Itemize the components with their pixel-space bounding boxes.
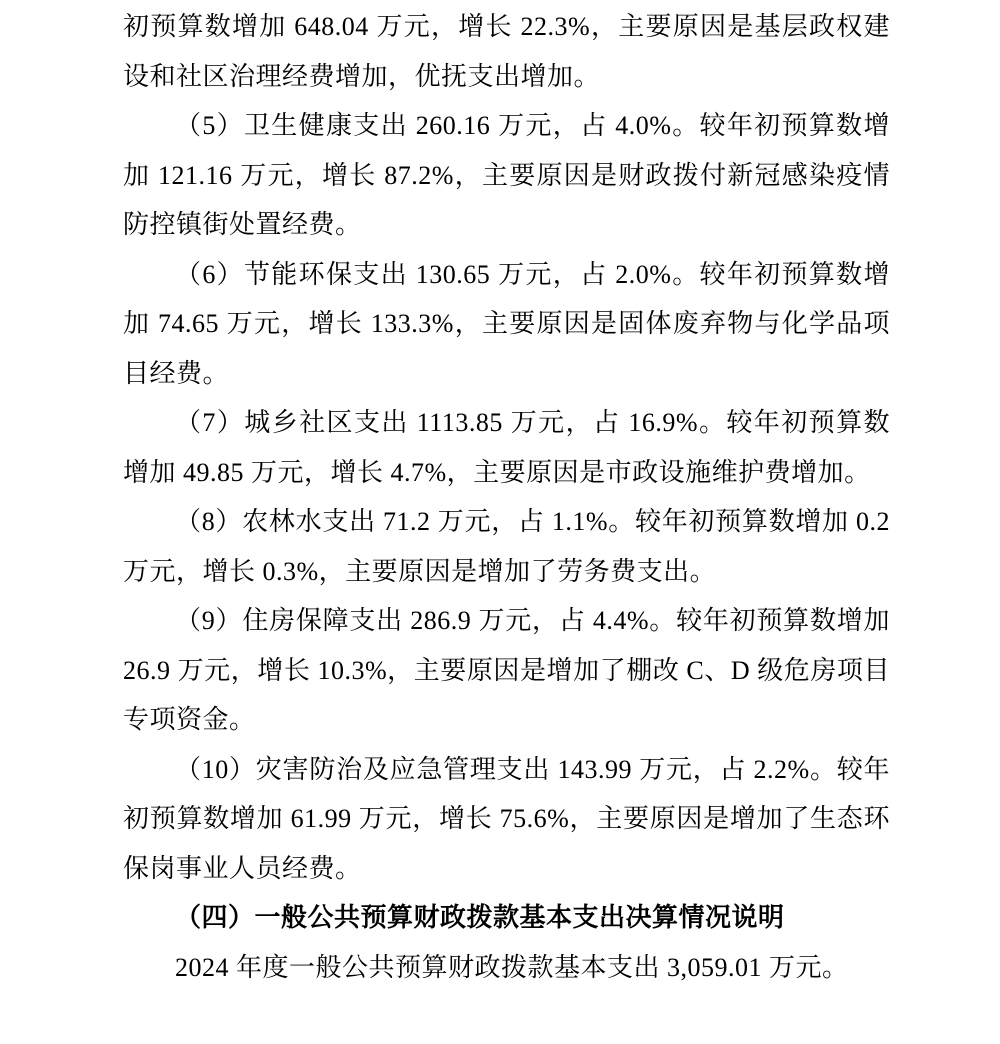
paragraph-item-10-disaster-prevention-expenditure: （10）灾害防治及应急管理支出 143.99 万元，占 2.2%。较年初预算数增加 61.99 万元，增长 75.6%，主要原因是增加了生态环保岗事业人员经费。 (123, 754, 890, 883)
paragraph-2024-basic-expenditure-total: 2024 年度一般公共预算财政拨款基本支出 3,059.01 万元。 (175, 952, 849, 982)
paragraph-item-5-health-expenditure: （5）卫生健康支出 260.16 万元，占 4.0%。较年初预算数增加 121.16 万元，增长 87.2%，主要原因是财政拨付新冠感染疫情防控镇街处置经费。 (123, 111, 890, 239)
paragraph-item-8-agriculture-forestry-water-expenditure: （8）农林水支出 71.2 万元，占 1.1%。较年初预算数增加 0.2 万元，增长 0.3%，主要原因是增加了劳务费支出。 (123, 507, 890, 586)
paragraph-item-7-urban-rural-community-expenditure: （7）城乡社区支出 1113.85 万元，占 16.9%。较年初预算数增加 49.85 万元，增长 4.7%，主要原因是市政设施维护费增加。 (123, 408, 890, 487)
paragraph-item-6-energy-conservation-expenditure: （6）节能环保支出 130.65 万元，占 2.0%。较年初预算数增加 74.65 万元，增长 133.3%，主要原因是固体废弃物与化学品项目经费。 (123, 259, 890, 388)
paragraph-budget-increase-continuation: 初预算数增加 648.04 万元，增长 22.3%，主要原因是基层政权建设和社区治理经费增加，优抚支出增加。 (123, 12, 890, 91)
paragraph-item-9-housing-security-expenditure: （9）住房保障支出 286.9 万元，占 4.4%。较年初预算数增加 26.9 万元，增长 10.3%，主要原因是增加了棚改 C、D 级危房项目专项资金。 (123, 606, 890, 734)
section-heading-basic-expenditure-final-accounts: （四）一般公共预算财政拨款基本支出决算情况说明 (175, 903, 785, 932)
